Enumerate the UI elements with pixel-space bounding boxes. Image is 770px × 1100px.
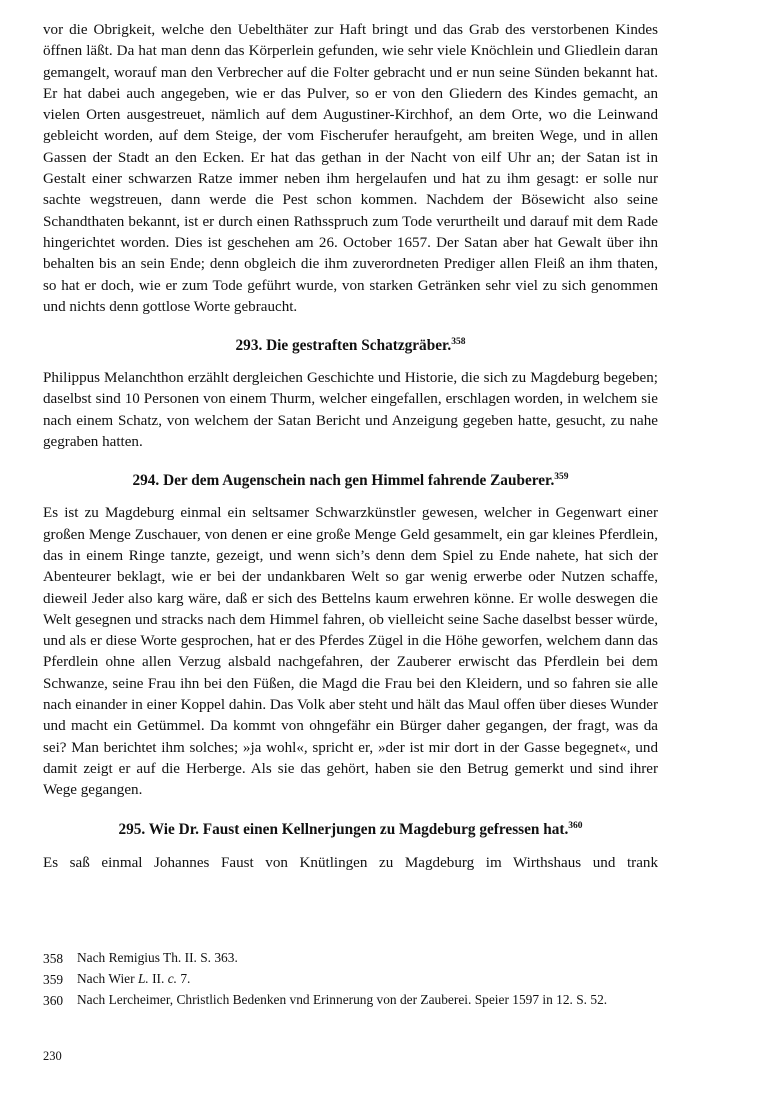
- paragraph-292-continuation: vor die Obrigkeit, welche den Uebelthäter zur Haft bringt und das Grab des verstorbenen Kindes öffnen läßt. Da hat man denn das Körperlein gefunden, wie sehr viele Knöchlein und Gliedlein daran gemangelt, worauf man den Verbrecher auf die Folter gebracht und er nun seine Sünden bekannt hat. Er hat dabei auch angegeben, wie er das Pulver, so er von den Gliedern des Kindes gemacht, an vielen Orten ausgestreuet, nämlich auf dem Augustiner-Kirchhof, an dem Orte, wo die Leinwand gebleicht worden, auf dem Steige, der vom Fischerufer heraufgeht, am breiten Wege, und in allen Gassen der Stadt an den Ecken. Er hat das gethan in der Nacht von eilf Uhr an; der Satan ist in Gestalt einer schwarzen Ratze immer neben ihm hergelaufen und hat zu ihm gesagt: er solle nur sachte wegstreuen, dann werde die Pest schon kommen. Nachdem der Bösewicht also seine Schandthaten bekannt, ist er durch einen Rathsspruch zum Tode verurtheilt und darauf mit dem Rade hingerichtet worden. Dies ist geschehen am 26. October 1657. Der Satan aber hat Gewalt über ihn behalten bis an sein Ende; denn obgleich die ihm zuverordneten Prediger allen Fleiß an ihm thaten, so hat er doch, wie er zum Tode geführt wurde, von starken Getränken sehr viel zu sich genommen und nichts denn gottlose Worte gebraucht.: [43, 22, 658, 315]
- heading-295: [43, 819, 658, 840]
- footnote-ref-360: 360: [568, 820, 583, 831]
- heading-293-title: 293. Die gestraften Schatzgräber.: [235, 337, 452, 355]
- paragraph-294: Es ist zu Magdeburg einmal ein seltsamer Schwarzkünstler gewesen, welcher in Gegenwart einer großen Menge Zuschauer, von denen er eine große Menge Geld gesammelt, ein gar kleines Pferdlein, das in einem Ringe tanzte, gezeigt, und wenn sich’s denn dem Spiel zu Ende nahete, hat sich der Abenteurer beklagt, wie er bei der undankbaren Welt so gar wenig erwerbe oder Nutzen schaffe, dieweil Jeder also karg wäre, daß er sich des Bettelns kaum erwehren könne. Er wolle deswegen die Welt gesegnen und stracks nach dem Himmel fahren, ob vielleicht seine Sache daselbst besser würde, und als er diese Worte gesprochen, hat er des Pferdes Zügel in die Höhe geworfen, welchem dann das Pferdlein ohne allen Verzug alsbald nachgefahren, der Zauberer erwischt das Pferdlein bei dem Schwanze, seine Frau ihn bei den Füßen, die Magd die Frau bei den Kleidern, und so fahren sie alle nach einander in einer Koppel dahin. Das Volk aber steht und hält das Maul offen über dieses Wunder und macht ein Getümmel. Da kommt von ohngefähr ein Bürger daher gegangen, der fragt, was da sei? Man berichtet ihm solches; »ja wohl«, spricht er, »der ist mir dort in der Gasse begegnet«, und damit zeigt er auf die Herberge. Als sie das gehört, haben sie den Betrug gemerkt und sind ihrer Wege gegangen.: [43, 505, 658, 799]
- footnote-text: Nach Remigius Th. II. S. 363.: [77, 950, 238, 965]
- footnote-text-part: Nach Wier: [77, 971, 138, 986]
- footnote-number: 358: [43, 951, 64, 966]
- footnote-text-part: 7.: [177, 971, 191, 986]
- footnote-number: 360: [43, 993, 64, 1008]
- footnote-ref-359: 359: [554, 472, 569, 483]
- footnote-text-part: II.: [148, 971, 168, 986]
- footnote-ref-358: 358: [451, 337, 466, 348]
- paragraph-293: Philippus Melanchthon erzählt dergleichen Geschichte und Historie, die sich zu Magdeburg begeben; daselbst sind 10 Personen von einem Thurm, welcher eingefallen, erschlagen worden, in welchem sie nach einem Schatz, von welchem der Satan Bericht und Anzeigung gegeben hatte, gesucht, zu nahe gegraben hatten.: [43, 370, 658, 451]
- footnote-italic: L.: [137, 971, 149, 986]
- footnote-359: [43, 969, 658, 990]
- footnote-358: [43, 948, 658, 969]
- footnote-number: 359: [43, 972, 64, 987]
- page-body: [43, 20, 658, 874]
- footnotes: [43, 948, 658, 1011]
- footnote-360: [43, 990, 658, 1011]
- paragraph-295: Es saß einmal Johannes Faust von Knütlingen zu Magdeburg im Wirthshaus und trank: [43, 854, 658, 871]
- heading-294-title: 294. Der dem Augenschein nach gen Himmel fahrende Zauberer.: [132, 472, 555, 490]
- heading-294: [43, 470, 658, 491]
- footnote-text: [77, 969, 658, 990]
- heading-293: [43, 335, 658, 356]
- footnote-italic: c.: [167, 971, 177, 986]
- footnote-text: Nach Lercheimer, Christlich Bedenken vnd Erinnerung von der Zauberei. Speier 1597 in 12. S. 52.: [77, 992, 608, 1007]
- page-number: 230: [43, 1049, 62, 1063]
- heading-295-title: 295. Wie Dr. Faust einen Kellnerjungen zu Magdeburg gefressen hat.: [118, 820, 569, 838]
